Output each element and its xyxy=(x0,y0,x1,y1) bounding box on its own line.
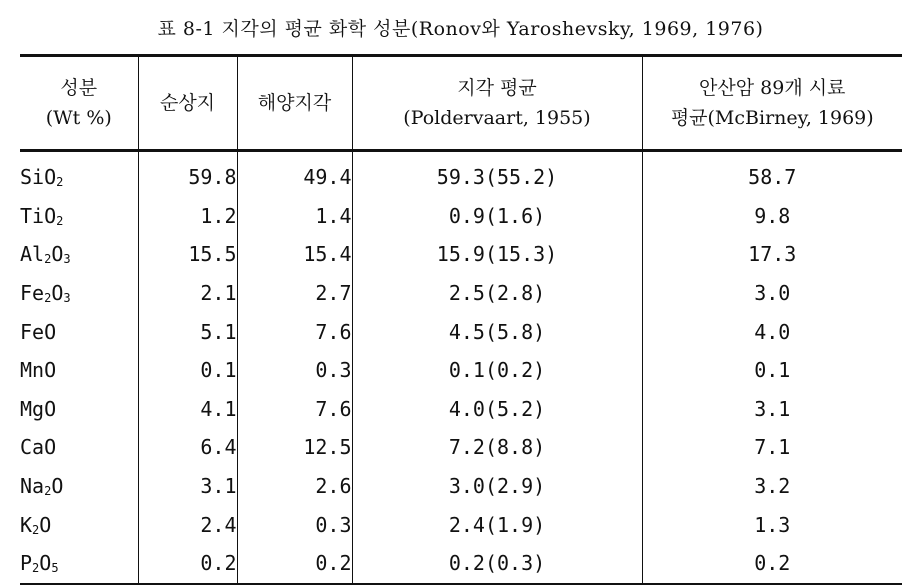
oxide-symbol: Al xyxy=(20,242,45,267)
header-crust-average xyxy=(352,56,642,151)
crust-value: 0.9(1.6) xyxy=(352,197,642,236)
oceanic-value: 49.4 xyxy=(237,151,352,197)
oxide-symbol: FeO xyxy=(20,319,57,344)
oceanic-value: 0.3 xyxy=(237,505,352,544)
table-caption: 표 8-1 지각의 평균 화학 성분(Ronov와 Yaroshevsky, 1969, 1976) xyxy=(157,18,764,40)
crust-value: 0.1(0.2) xyxy=(352,351,642,390)
continental-value: 2.4 xyxy=(138,505,237,544)
oceanic-value: 7.6 xyxy=(237,390,352,429)
crust-value: 59.3(55.2) xyxy=(352,151,642,197)
header-oceanic: 해양지각 xyxy=(237,56,352,151)
oxide-cell xyxy=(20,197,138,236)
oxide-symbol: P xyxy=(20,551,33,576)
table-row xyxy=(20,351,902,390)
crust-value: 2.5(2.8) xyxy=(352,274,642,313)
table-body xyxy=(20,151,902,584)
header-row xyxy=(20,56,902,151)
oxide-cell xyxy=(20,467,138,506)
table-row xyxy=(20,274,902,313)
andesite-value: 4.0 xyxy=(642,312,902,351)
andesite-value: 3.0 xyxy=(642,274,902,313)
oxide-cell xyxy=(20,312,138,351)
crust-value: 0.2(0.3) xyxy=(352,544,642,584)
andesite-value: 9.8 xyxy=(642,197,902,236)
oxide-symbol: Na xyxy=(20,474,45,499)
header-continental: 순상지 xyxy=(138,56,237,151)
table-row xyxy=(20,312,902,351)
oceanic-value: 0.3 xyxy=(237,351,352,390)
oxide-symbol: CaO xyxy=(20,435,57,460)
andesite-value: 0.1 xyxy=(642,351,902,390)
oxide-cell xyxy=(20,235,138,274)
oxide-symbol: SiO xyxy=(20,165,57,190)
oxide-cell xyxy=(20,390,138,429)
oxide-symbol: TiO xyxy=(20,203,57,228)
oxide-symbol: O xyxy=(39,551,52,576)
andesite-value: 0.2 xyxy=(642,544,902,584)
oxide-symbol: O xyxy=(39,512,52,537)
table-row xyxy=(20,390,902,429)
header-andesite-line2: 평균(McBirney, 1969) xyxy=(670,107,874,129)
oceanic-value: 2.7 xyxy=(237,274,352,313)
oxide-symbol: MgO xyxy=(20,396,57,421)
oxide-subscript: 2 xyxy=(44,483,52,498)
crust-value: 15.9(15.3) xyxy=(352,235,642,274)
oxide-subscript: 2 xyxy=(44,252,52,267)
continental-value: 5.1 xyxy=(138,312,237,351)
crust-value: 4.5(5.8) xyxy=(352,312,642,351)
oxide-cell xyxy=(20,274,138,313)
oceanic-value: 7.6 xyxy=(237,312,352,351)
oxide-cell xyxy=(20,351,138,390)
andesite-value: 1.3 xyxy=(642,505,902,544)
oxide-subscript: 2 xyxy=(56,213,64,228)
oxide-cell xyxy=(20,151,138,197)
oxide-cell xyxy=(20,428,138,467)
continental-value: 0.2 xyxy=(138,544,237,584)
oxide-subscript: 2 xyxy=(44,290,52,305)
crust-value: 4.0(5.2) xyxy=(352,390,642,429)
oxide-symbol: O xyxy=(51,281,64,306)
crust-value: 2.4(1.9) xyxy=(352,505,642,544)
continental-value: 3.1 xyxy=(138,467,237,506)
table-row xyxy=(20,467,902,506)
continental-value: 4.1 xyxy=(138,390,237,429)
table-row xyxy=(20,505,902,544)
oceanic-value: 1.4 xyxy=(237,197,352,236)
crust-value: 3.0(2.9) xyxy=(352,467,642,506)
oxide-subscript: 2 xyxy=(32,522,40,537)
table-row xyxy=(20,544,902,584)
oxide-symbol: MnO xyxy=(20,358,57,383)
oxide-subscript: 5 xyxy=(51,561,59,576)
header-oxide xyxy=(20,56,138,151)
oxide-symbol: Fe xyxy=(20,281,45,306)
andesite-value: 7.1 xyxy=(642,428,902,467)
continental-value: 0.1 xyxy=(138,351,237,390)
oxide-cell xyxy=(20,505,138,544)
header-andesite-line1: 안산암 89개 시료 xyxy=(699,77,846,99)
header-oxide-line2: (Wt %) xyxy=(45,107,112,129)
oceanic-value: 15.4 xyxy=(237,235,352,274)
table-header xyxy=(20,56,902,151)
oxide-symbol: O xyxy=(51,474,64,499)
andesite-value: 3.2 xyxy=(642,467,902,506)
andesite-value: 17.3 xyxy=(642,235,902,274)
oxide-subscript: 3 xyxy=(63,252,71,267)
table-row xyxy=(20,428,902,467)
crust-value: 7.2(8.8) xyxy=(352,428,642,467)
header-crust-line2: (Poldervaart, 1955) xyxy=(403,107,591,129)
oxide-subscript: 2 xyxy=(56,175,64,190)
header-oxide-line1: 성분 xyxy=(60,77,98,99)
composition-table xyxy=(20,54,902,585)
andesite-value: 58.7 xyxy=(642,151,902,197)
continental-value: 1.2 xyxy=(138,197,237,236)
oceanic-value: 0.2 xyxy=(237,544,352,584)
continental-value: 6.4 xyxy=(138,428,237,467)
continental-value: 59.8 xyxy=(138,151,237,197)
oxide-cell xyxy=(20,544,138,584)
header-andesite xyxy=(642,56,902,151)
continental-value: 2.1 xyxy=(138,274,237,313)
oxide-symbol: K xyxy=(20,512,33,537)
table-row xyxy=(20,151,902,197)
table-row xyxy=(20,235,902,274)
oxide-subscript: 3 xyxy=(63,290,71,305)
oceanic-value: 12.5 xyxy=(237,428,352,467)
continental-value: 15.5 xyxy=(138,235,237,274)
header-crust-line1: 지각 평균 xyxy=(457,77,537,99)
oxide-symbol: O xyxy=(51,242,64,267)
table-row xyxy=(20,197,902,236)
oceanic-value: 2.6 xyxy=(237,467,352,506)
oxide-subscript: 2 xyxy=(32,561,40,576)
andesite-value: 3.1 xyxy=(642,390,902,429)
